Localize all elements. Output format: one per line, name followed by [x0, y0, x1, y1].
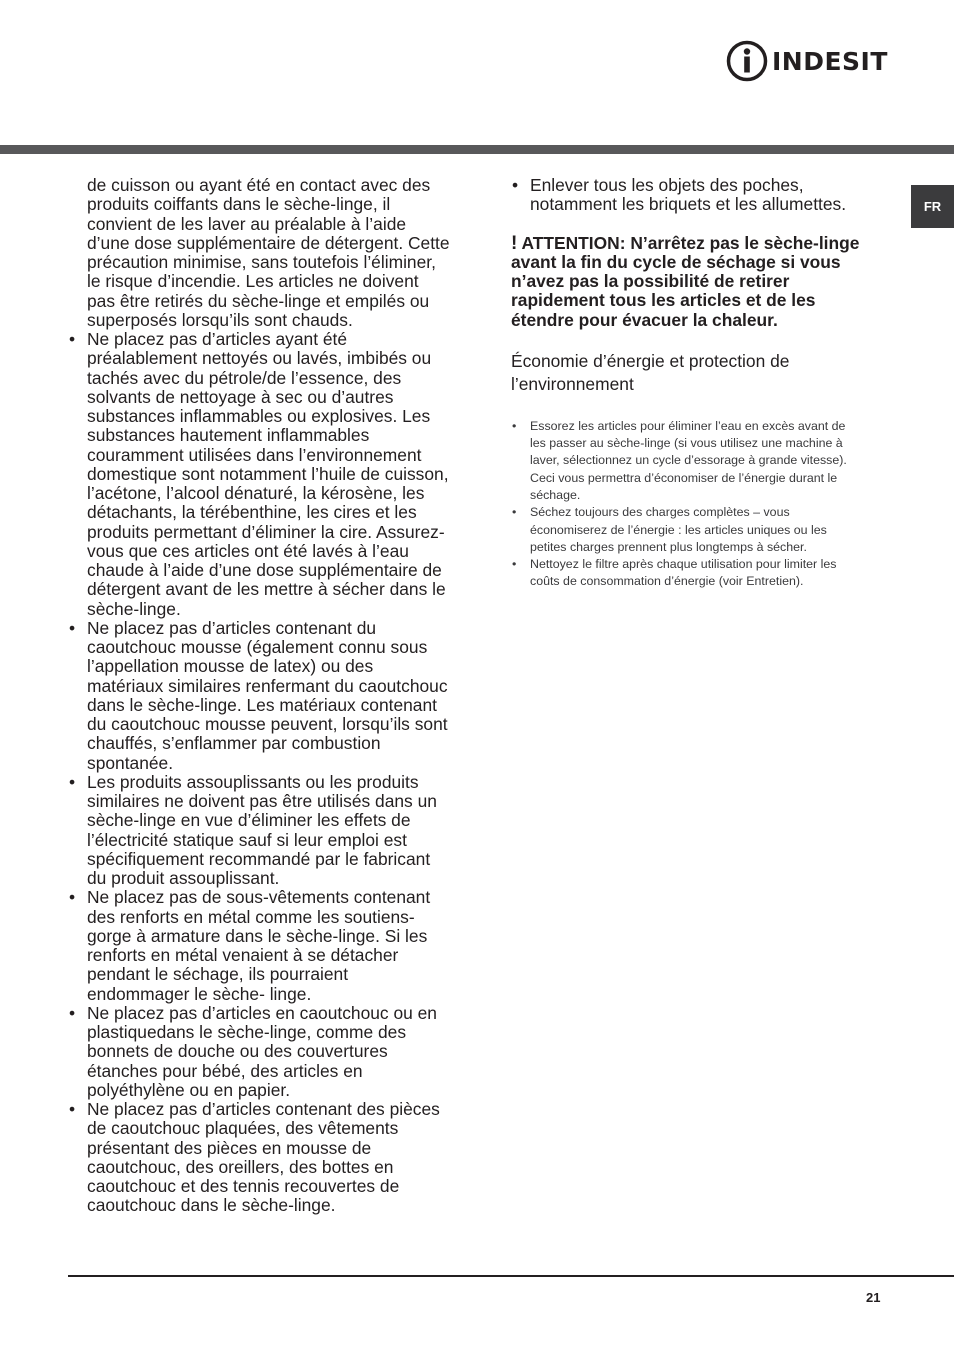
- list-item: • Ne placez pas d’articles contenant des pièces de caoutchouc plaquées, des vêtements présentant des pièces en mousse de caoutchouc, des oreillers, des bottes en caoutchouc et des tennis recouvertes de caoutchouc dans le sèche-linge.: [68, 1100, 450, 1216]
- line: coûts de consommation d’énergie (voir Entretien).: [530, 574, 804, 589]
- line: • Nettoyez le filtre après chaque utilisation pour limiter les: [530, 557, 837, 572]
- list-item: [511, 504, 875, 556]
- pockets-list: [511, 176, 875, 215]
- left-column: [68, 176, 450, 1216]
- warning-text: ATTENTION: N’arrêtez pas le sèche-linge avant la fin du cycle de séchage si vous n’avez pas la possibilité de retirer rapidement tous les articles et de les étendre pour évacuer la chaleur.: [511, 232, 860, 330]
- line: • Essorez les articles pour éliminer l’eau en excès avant de: [530, 418, 846, 433]
- indesit-logo: [726, 40, 888, 82]
- line: séchage.: [530, 487, 581, 502]
- header-divider-bar: [0, 145, 954, 154]
- list-item: • Les produits assouplissants ou les produits similaires ne doivent pas être utilisés dans un sèche-linge en vue d’éliminer les effets de l’électricité statique sauf si leur emploi est spécifiquement recommandé par le fabricant du produit assouplissant.: [68, 773, 450, 889]
- brand-name: INDESIT: [772, 46, 888, 76]
- language-tab: FR: [911, 185, 954, 228]
- safety-list: [68, 330, 450, 1216]
- line: • Séchez toujours des charges complètes – vous: [530, 505, 790, 520]
- line: les passer au sèche-linge (si vous utilisez une machine à: [530, 436, 843, 451]
- right-column: [511, 176, 875, 591]
- line: Ceci vous permettra d’économiser de l’énergie durant le: [530, 470, 838, 485]
- list-item: • Ne placez pas d’articles contenant du caoutchouc mousse (également connu sous l’appellation mousse de latex) ou des matériaux similaires renfermant du caoutchouc dans le sèche-linge. Les matériaux contenant du caoutchouc mousse peuvent, lorsqu’ils sont chauffés, s’enflammer par combustion spontanée.: [68, 619, 450, 773]
- energy-tips-list: [511, 418, 875, 591]
- continued-paragraph: de cuisson ou ayant été en contact avec des produits coiffants dans le sèche-linge, il convient de les laver au préalable à l’aide d’une dose supplémentaire de détergent. Cette précaution minimise, sans toutefois l’éliminer, le risque d’incendie. Les articles ne doivent pas être retirés du sèche-linge et empilés ou superposés lorsqu’ils sont chauds.: [87, 175, 450, 330]
- list-item: [511, 556, 875, 591]
- list-item: • Ne placez pas d’articles ayant été préalablement nettoyés ou lavés, imbibés ou tachés avec du pétrole/de l’essence, des solvants de nettoyage à sec ou d’autres substances inflammables ou explosives. Les substances hautement inflammables couramment utilisées dans l’environnement domestique sont notamment l’huile de cuisson, l’acétone, l’alcool dénaturé, la kérosène, les détachants, la térébenthine, les cires et les produits permettant d’éliminer la cire. Assurez-vous que ces articles ont été lavés à l’eau chaude à l’aide d’une dose supplémentaire de détergent avant de les mettre à sécher dans le sèche-linge.: [68, 330, 450, 619]
- indesit-logo-mark-icon: [726, 40, 768, 82]
- warning-icon: !: [511, 232, 518, 254]
- list-item: [511, 418, 875, 504]
- line: économiserez de l’énergie : les articles uniques ou les: [530, 522, 827, 537]
- list-item: • Enlever tous les objets des poches, notamment les briquets et les allumettes.: [511, 176, 875, 215]
- section-title: Économie d’énergie et protection de l’environnement: [511, 350, 790, 394]
- list-item: • Ne placez pas de sous-vêtements contenant des renforts en métal comme les soutiens-gorge à armature dans le sèche-linge. Si les renforts en métal venaient à se détacher pendant le séchage, ils pourraient endommager le sèche- linge.: [68, 888, 450, 1004]
- list-item: • Ne placez pas d’articles en caoutchouc ou en plastiquedans le sèche-linge, comme des bonnets de douche ou des couvertures étanches pour bébé, des articles en polyéthylène ou en papier.: [68, 1004, 450, 1100]
- page-number: 21: [866, 1290, 881, 1305]
- line: laver, sélectionnez un cycle d’essorage à grande vitesse).: [530, 453, 847, 468]
- warning-paragraph: [511, 234, 875, 330]
- footer-rule: [68, 1275, 954, 1277]
- line: petites charges prennent plus longtemps à sécher.: [530, 539, 807, 554]
